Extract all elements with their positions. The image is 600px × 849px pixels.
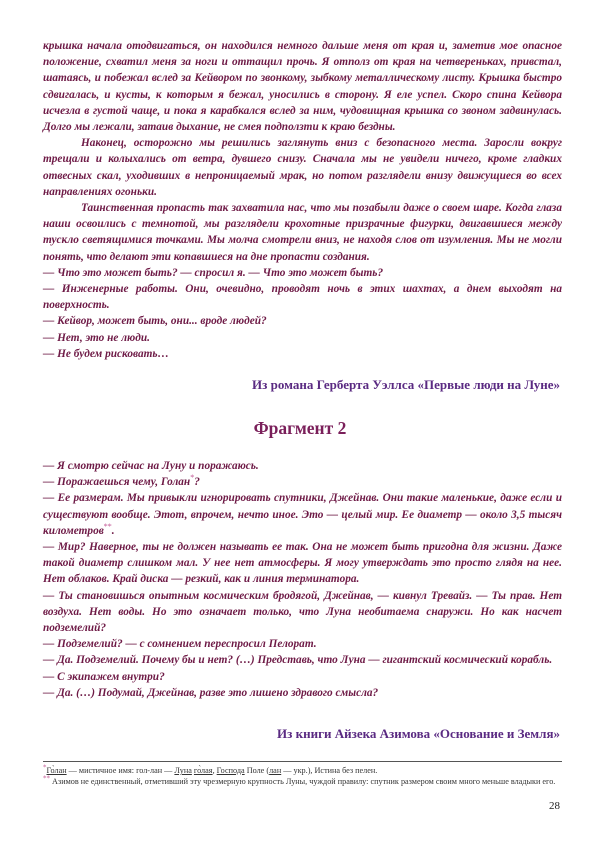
footnote-text: — мистичное имя: гол-лан — (66, 766, 175, 775)
source-attribution: Из книги Айзека Азимова «Основание и Земля» (277, 726, 560, 741)
dialogue-line: — Да. Подземелий. Почему бы и нет? (…) Представь, что Луна — гигантский космический корабль. (43, 654, 553, 667)
dialogue-line: — Не будем рисковать… (43, 347, 169, 360)
footnote-text: , (212, 766, 217, 775)
paragraph: Наконец, осторожно мы решились заглянуть вниз с безопасного места. Заросли вокруг трещали и колыхались от ветра, дувшего снизу. Сначала мы не увидели ничего, кроме гладких отвесных скал, уходивших в непроницаемый мрак, но потом разглядели внизу движущиеся во всех направлениях огоньки. (43, 137, 562, 198)
source-attribution: Из романа Герберта Уэллса «Первые люди на Луне» (252, 377, 560, 392)
footnote-term: лан (269, 766, 282, 775)
dialogue-line (43, 490, 562, 539)
footnote-text: — укр.), Истина без пелен. (281, 766, 378, 775)
dialogue-line: — Да. (…) Подумай, Джейнав, разве это лишено здравого смысла? (43, 686, 379, 699)
dialogue-line (43, 474, 562, 490)
dialogue-line: — Я смотрю сейчас на Луну и поражаюсь. (43, 460, 259, 472)
footnote-ref: ** (103, 522, 112, 532)
page-number: 28 (549, 800, 560, 812)
dialogue-line: — Что это может быть? — спросил я. — Что это может быть? (43, 266, 384, 279)
punctuation: . (111, 524, 115, 537)
dialogue-text: — Ее размерам. Мы привыкли игнорировать спутники, Джейнав. Они такие маленькие, даже если и существуют вообще. Этот, впрочем, нечто иное. Это — целый мир. Ее диаметр — около 3,5 тысяч километров (43, 492, 562, 537)
punctuation: ? (194, 476, 200, 489)
dialogue-line: — Нет, это не люди. (43, 331, 151, 344)
fragment-title: Фрагмент 2 (253, 418, 347, 438)
footnote-divider (43, 761, 562, 762)
dialogue-text: — Поражаешься чему, Голан (43, 476, 191, 489)
fragment-1-text (43, 38, 562, 362)
footnote-term: Луна (174, 766, 192, 775)
dialogue-line: — С экипажем внутри? (43, 670, 165, 683)
dialogue-line: — Инженерные работы. Они, очевидно, проводят ночь в этих шахтах, а днем выходят на поверхность. (43, 283, 562, 312)
footnote-term: го̀лая (193, 766, 213, 775)
paragraph: крышка начала отодвигаться, он находился немного дальше меня от края и, заметив мое опасное положение, схватил меня за ноги и оттащил прочь. Я отполз от края на четвереньках, привстал, шатаясь, и побежал вслед за Кейвором по звонкому, зыбкому металлическому листу. Крышка быстро сдвигалась, и кусты, к которым я бежал, уносились в сторону. Я еле успел. Скоро спина Кейвора исчезла в густой чаще, и пока я карабкался вслед за ним, чудовищная крышка со звоном задвинулась. Долго мы лежали, затаив дыхание, не смея подползти к краю бездны. (43, 40, 562, 134)
footnote (43, 774, 562, 787)
dialogue-line: — Ты становишься опытным космическим бродягой, Джейнав, — кивнул Тревайз. — Ты прав. Нет воздуха. Нет воды. Но это означает только, что Луна необитаема снаружи. Но как насчет подземелий? (43, 589, 562, 635)
footnote-term: Го̀лан (46, 766, 67, 775)
paragraph: Таинственная пропасть так захватила нас, что мы позабыли даже о своем шаре. Когда глаза наши освоились с темнотой, мы разглядели крохотные призрачные фигурки, двигавшиеся между тускло светящимися точками. Мы молча смотрели вниз, не находя слов от изумления. Мы не могли понять, что делают эти копавшиеся на дне пропасти создания. (43, 202, 562, 263)
footnote-term: Господа (216, 766, 245, 775)
dialogue-line: — Мир? Наверное, ты не должен называть ее так. Она не может быть пригодна для жизни. Даже такой диаметр слишком мал. У нее нет атмосферы. Я могу утверждать это просто глядя на нее. Нет облаков. Край диска — резкий, как и линия терминатора. (43, 541, 562, 586)
footnote-mark: ** (43, 774, 50, 783)
footnote (43, 763, 562, 776)
fragment-2-text (43, 458, 562, 701)
footnote-ref: * (190, 473, 195, 483)
footnote-mark: * (43, 763, 47, 772)
footnote-text: Азимов не единственный, отметивший эту чрезмерную крупность Луны, чуждой правилу: спутник размером своим много меньше владыки его. (50, 777, 556, 786)
dialogue-line: — Подземелий? — с сомнением переспросил Пелорат. (43, 638, 317, 651)
dialogue-line: — Кейвор, может быть, они... вроде людей? (43, 315, 267, 328)
footnote-text: Поле ( (244, 766, 270, 775)
